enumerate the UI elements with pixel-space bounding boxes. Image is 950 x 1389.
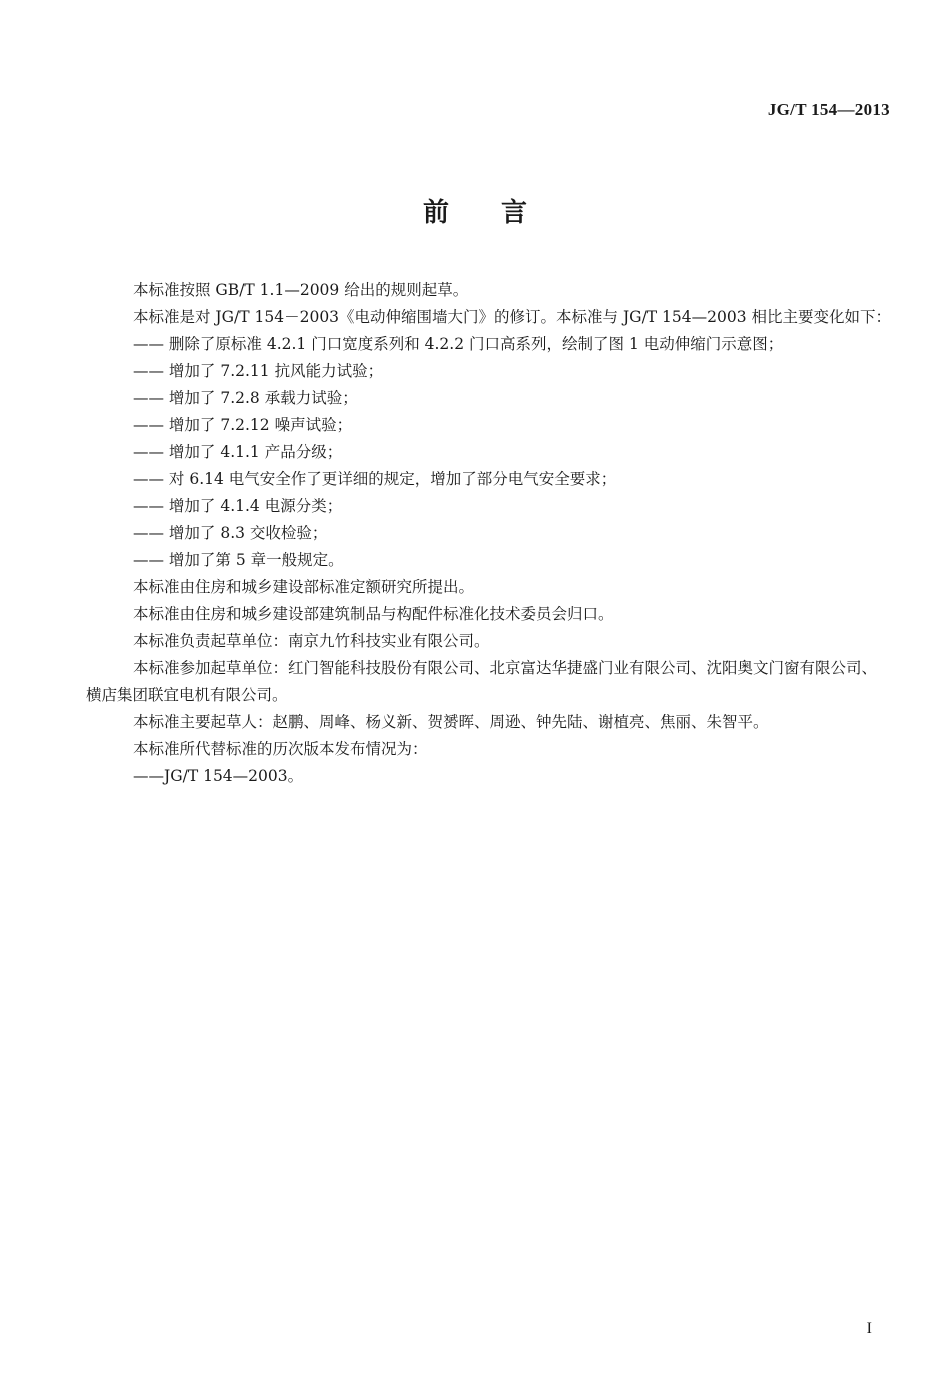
change-item: —— 对 6.14 电气安全作了更详细的规定，增加了部分电气安全要求； <box>133 470 617 488</box>
page-number: I <box>866 1320 872 1337</box>
paragraph-history: 本标准所代替标准的历次版本发布情况为： <box>133 740 428 758</box>
page-title <box>0 192 950 229</box>
paragraph-committee: 本标准由住房和城乡建设部建筑制品与构配件标准化技术委员会归口。 <box>133 605 614 623</box>
history-item: ——JG/T 154—2003。 <box>133 767 304 785</box>
change-item: —— 增加了 4.1.1 产品分级； <box>133 443 343 461</box>
foreword-body <box>86 277 892 790</box>
paragraph-revision: 本标准是对 JG/T 154－2003《电动伸缩围墙大门》的修订。本标准与 JG/T 154—2003 相比主要变化如下： <box>133 308 892 326</box>
standard-code: JG/T 154—2013 <box>767 100 890 119</box>
change-item: —— 删除了原标准 4.2.1 门口宽度系列和 4.2.2 门口高系列，绘制了图 1 电动伸缩门示意图； <box>133 335 784 353</box>
paragraph-proposer: 本标准由住房和城乡建设部标准定额研究所提出。 <box>133 578 475 596</box>
paragraph-participating-drafters: 本标准参加起草单位：红门智能科技股份有限公司、北京富达华捷盛门业有限公司、沈阳奥文门窗有限公司、横店集团联宜电机有限公司。 <box>86 659 878 704</box>
paragraph-lead-drafter: 本标准负责起草单位：南京九竹科技实业有限公司。 <box>133 632 490 650</box>
change-item: —— 增加了 8.3 交收检验； <box>133 524 328 542</box>
change-item: —— 增加了 4.1.4 电源分类； <box>133 497 343 515</box>
paragraph-drafting-rules: 本标准按照 GB/T 1.1—2009 给出的规则起草。 <box>133 281 469 299</box>
change-item: —— 增加了 7.2.11 抗风能力试验； <box>133 362 384 380</box>
change-item: —— 增加了第 5 章一般规定。 <box>133 551 344 569</box>
title-char-1: 前 <box>422 198 449 228</box>
change-item: —— 增加了 7.2.12 噪声试验； <box>133 416 353 434</box>
change-item: —— 增加了 7.2.8 承载力试验； <box>133 389 358 407</box>
paragraph-main-drafters: 本标准主要起草人：赵鹏、周峰、杨义新、贺赟晖、周逊、钟先陆、谢植亮、焦丽、朱智平。 <box>133 713 769 731</box>
title-char-2: 言 <box>501 198 528 228</box>
